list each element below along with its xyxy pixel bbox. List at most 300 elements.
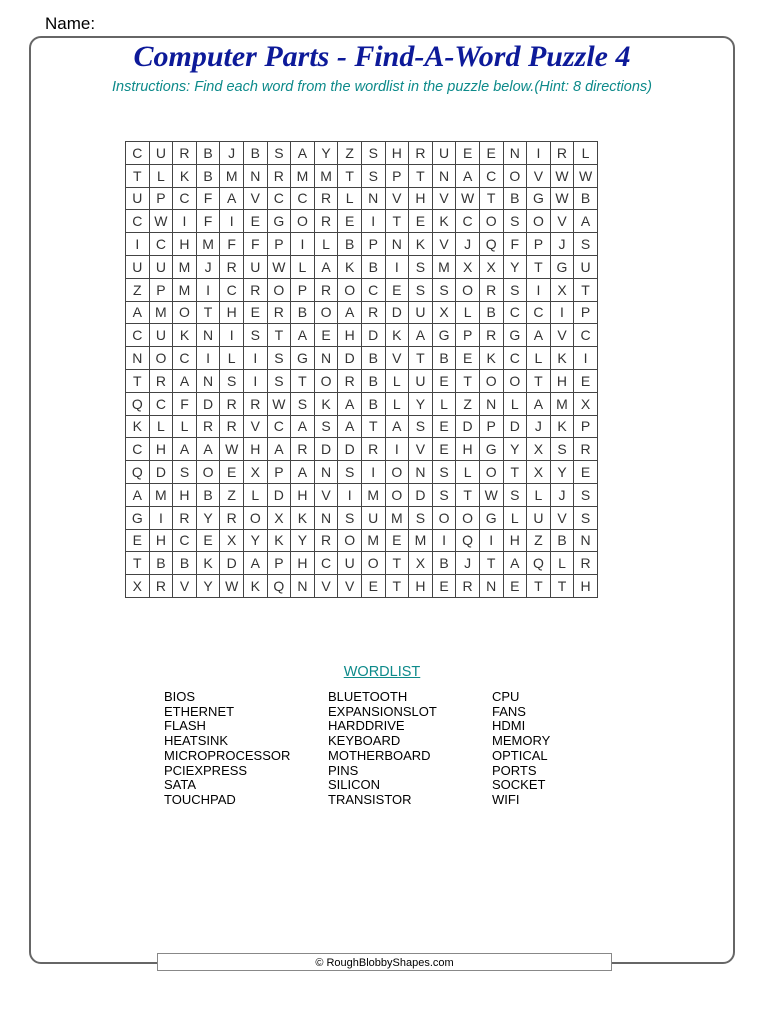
grid-cell[interactable]: I [361,461,385,484]
grid-cell[interactable]: X [574,392,598,415]
grid-cell[interactable]: Q [456,529,480,552]
grid-cell[interactable]: B [479,301,503,324]
grid-cell[interactable]: Z [456,392,480,415]
grid-cell[interactable]: Q [479,233,503,256]
grid-cell[interactable]: C [503,301,527,324]
grid-cell[interactable]: S [574,233,598,256]
grid-cell[interactable]: T [409,164,433,187]
grid-cell[interactable]: I [361,210,385,233]
grid-cell[interactable]: A [291,324,315,347]
grid-cell[interactable]: Y [550,461,574,484]
grid-cell[interactable]: S [173,461,197,484]
grid-cell[interactable]: T [291,369,315,392]
grid-cell[interactable]: E [409,210,433,233]
grid-cell[interactable]: T [527,255,551,278]
grid-cell[interactable]: K [267,529,291,552]
grid-cell[interactable]: R [550,142,574,165]
grid-cell[interactable]: E [338,210,362,233]
grid-cell[interactable]: R [314,210,338,233]
grid-cell[interactable]: I [220,210,244,233]
grid-cell[interactable]: M [220,164,244,187]
grid-cell[interactable]: J [456,552,480,575]
grid-cell[interactable]: V [243,415,267,438]
grid-cell[interactable]: B [503,187,527,210]
grid-cell[interactable]: N [432,164,456,187]
grid-cell[interactable]: N [196,369,220,392]
grid-cell[interactable]: C [314,552,338,575]
grid-cell[interactable]: O [385,461,409,484]
grid-cell[interactable]: O [385,483,409,506]
grid-cell[interactable]: K [291,506,315,529]
grid-cell[interactable]: M [149,483,173,506]
grid-cell[interactable]: E [432,438,456,461]
grid-cell[interactable]: T [503,461,527,484]
grid-cell[interactable]: T [126,164,150,187]
grid-cell[interactable]: O [479,210,503,233]
grid-cell[interactable]: Q [267,575,291,598]
grid-cell[interactable]: B [196,164,220,187]
grid-cell[interactable]: P [149,278,173,301]
grid-cell[interactable]: B [361,347,385,370]
grid-cell[interactable]: H [291,483,315,506]
grid-cell[interactable]: O [243,506,267,529]
grid-cell[interactable]: W [149,210,173,233]
grid-cell[interactable]: S [550,438,574,461]
grid-cell[interactable]: A [409,324,433,347]
grid-cell[interactable]: X [550,278,574,301]
grid-cell[interactable]: O [196,461,220,484]
grid-cell[interactable]: O [267,278,291,301]
grid-cell[interactable]: I [527,278,551,301]
grid-cell[interactable]: J [550,233,574,256]
grid-cell[interactable]: K [173,164,197,187]
grid-cell[interactable]: R [574,552,598,575]
grid-cell[interactable]: P [527,233,551,256]
grid-cell[interactable]: D [409,483,433,506]
grid-cell[interactable]: O [338,278,362,301]
grid-cell[interactable]: G [291,347,315,370]
grid-cell[interactable]: L [527,483,551,506]
grid-cell[interactable]: R [267,164,291,187]
grid-cell[interactable]: O [173,301,197,324]
grid-cell[interactable]: E [432,415,456,438]
grid-cell[interactable]: U [361,506,385,529]
grid-cell[interactable]: S [291,392,315,415]
grid-cell[interactable]: P [267,552,291,575]
grid-cell[interactable]: A [267,438,291,461]
grid-cell[interactable]: W [267,392,291,415]
grid-cell[interactable]: C [456,210,480,233]
grid-cell[interactable]: B [196,142,220,165]
grid-cell[interactable]: V [338,575,362,598]
grid-cell[interactable]: K [338,255,362,278]
grid-cell[interactable]: X [527,438,551,461]
grid-cell[interactable]: R [149,369,173,392]
grid-cell[interactable]: A [385,415,409,438]
grid-cell[interactable]: B [243,142,267,165]
grid-cell[interactable]: S [432,483,456,506]
grid-cell[interactable]: Y [291,529,315,552]
grid-cell[interactable]: D [267,483,291,506]
grid-cell[interactable]: S [409,506,433,529]
grid-cell[interactable]: N [385,233,409,256]
grid-cell[interactable]: S [503,278,527,301]
grid-cell[interactable]: D [456,415,480,438]
grid-cell[interactable]: H [409,187,433,210]
grid-cell[interactable]: L [338,187,362,210]
grid-cell[interactable]: O [432,506,456,529]
grid-cell[interactable]: K [173,324,197,347]
grid-cell[interactable]: H [149,529,173,552]
grid-cell[interactable]: C [291,187,315,210]
grid-cell[interactable]: P [479,415,503,438]
grid-cell[interactable]: O [314,301,338,324]
grid-cell[interactable]: I [220,324,244,347]
grid-cell[interactable]: A [527,324,551,347]
grid-cell[interactable]: E [126,529,150,552]
grid-cell[interactable]: V [385,187,409,210]
grid-cell[interactable]: N [314,506,338,529]
grid-cell[interactable]: H [409,575,433,598]
grid-cell[interactable]: N [291,575,315,598]
grid-cell[interactable]: Y [196,506,220,529]
grid-cell[interactable]: I [550,301,574,324]
grid-cell[interactable]: C [173,187,197,210]
grid-cell[interactable]: L [149,415,173,438]
grid-cell[interactable]: T [196,301,220,324]
grid-cell[interactable]: M [173,255,197,278]
grid-cell[interactable]: E [243,210,267,233]
grid-cell[interactable]: M [149,301,173,324]
grid-cell[interactable]: R [338,369,362,392]
grid-cell[interactable]: T [126,369,150,392]
grid-cell[interactable]: M [291,164,315,187]
grid-cell[interactable]: I [243,347,267,370]
grid-cell[interactable]: C [479,164,503,187]
grid-cell[interactable]: I [126,233,150,256]
grid-cell[interactable]: V [550,324,574,347]
grid-cell[interactable]: G [126,506,150,529]
grid-cell[interactable]: R [574,438,598,461]
grid-cell[interactable]: S [432,461,456,484]
grid-cell[interactable]: A [220,187,244,210]
grid-cell[interactable]: T [550,575,574,598]
grid-cell[interactable]: Y [503,255,527,278]
grid-cell[interactable]: R [267,301,291,324]
grid-cell[interactable]: H [243,438,267,461]
grid-cell[interactable]: L [574,142,598,165]
grid-cell[interactable]: F [196,210,220,233]
grid-cell[interactable]: E [361,575,385,598]
grid-cell[interactable]: O [479,369,503,392]
grid-cell[interactable]: I [385,255,409,278]
grid-cell[interactable]: R [243,392,267,415]
grid-cell[interactable]: W [550,187,574,210]
grid-cell[interactable]: C [173,529,197,552]
grid-cell[interactable]: M [361,529,385,552]
grid-cell[interactable]: C [173,347,197,370]
grid-cell[interactable]: O [456,278,480,301]
grid-cell[interactable]: T [385,575,409,598]
grid-cell[interactable]: B [361,392,385,415]
grid-cell[interactable]: P [361,233,385,256]
grid-cell[interactable]: R [314,187,338,210]
grid-cell[interactable]: A [291,415,315,438]
grid-cell[interactable]: D [361,324,385,347]
grid-cell[interactable]: V [314,483,338,506]
grid-cell[interactable]: N [409,461,433,484]
grid-cell[interactable]: G [479,438,503,461]
grid-cell[interactable]: V [314,575,338,598]
grid-cell[interactable]: K [385,324,409,347]
grid-cell[interactable]: J [220,142,244,165]
grid-cell[interactable]: R [479,324,503,347]
grid-cell[interactable]: J [550,483,574,506]
grid-cell[interactable]: U [432,142,456,165]
grid-cell[interactable]: K [314,392,338,415]
grid-cell[interactable]: E [432,369,456,392]
grid-cell[interactable]: K [126,415,150,438]
grid-cell[interactable]: A [338,415,362,438]
grid-cell[interactable]: M [173,278,197,301]
grid-cell[interactable]: M [409,529,433,552]
grid-cell[interactable]: R [220,506,244,529]
grid-cell[interactable]: C [574,324,598,347]
grid-cell[interactable]: U [574,255,598,278]
grid-cell[interactable]: C [503,347,527,370]
grid-cell[interactable]: S [267,347,291,370]
grid-cell[interactable]: L [503,392,527,415]
grid-cell[interactable]: B [173,552,197,575]
grid-cell[interactable]: A [503,552,527,575]
grid-cell[interactable]: S [361,164,385,187]
grid-cell[interactable]: R [220,415,244,438]
grid-cell[interactable]: M [196,233,220,256]
grid-cell[interactable]: D [314,438,338,461]
grid-cell[interactable]: Q [527,552,551,575]
grid-cell[interactable]: C [220,278,244,301]
grid-cell[interactable]: T [385,552,409,575]
grid-cell[interactable]: R [314,278,338,301]
grid-cell[interactable]: C [267,187,291,210]
grid-cell[interactable]: I [196,278,220,301]
grid-cell[interactable]: H [503,529,527,552]
grid-cell[interactable]: M [385,506,409,529]
grid-cell[interactable]: N [479,392,503,415]
grid-cell[interactable]: E [574,461,598,484]
grid-cell[interactable]: S [503,210,527,233]
grid-cell[interactable]: P [267,461,291,484]
grid-cell[interactable]: E [385,529,409,552]
grid-cell[interactable]: B [432,552,456,575]
grid-cell[interactable]: L [527,347,551,370]
grid-cell[interactable]: L [173,415,197,438]
grid-cell[interactable]: F [196,187,220,210]
grid-cell[interactable]: L [503,506,527,529]
grid-cell[interactable]: E [456,347,480,370]
grid-cell[interactable]: M [432,255,456,278]
grid-cell[interactable]: V [409,438,433,461]
grid-cell[interactable]: H [456,438,480,461]
grid-cell[interactable]: Y [503,438,527,461]
grid-cell[interactable]: I [385,438,409,461]
grid-cell[interactable]: B [196,483,220,506]
grid-cell[interactable]: B [550,529,574,552]
grid-cell[interactable]: R [479,278,503,301]
grid-cell[interactable]: L [456,301,480,324]
grid-cell[interactable]: Z [220,483,244,506]
grid-cell[interactable]: U [243,255,267,278]
grid-cell[interactable]: R [220,392,244,415]
grid-cell[interactable]: O [361,552,385,575]
grid-cell[interactable]: P [574,301,598,324]
grid-cell[interactable]: H [173,233,197,256]
grid-cell[interactable]: S [338,506,362,529]
grid-cell[interactable]: K [196,552,220,575]
grid-cell[interactable]: C [361,278,385,301]
grid-cell[interactable]: U [126,255,150,278]
grid-cell[interactable]: Y [196,575,220,598]
grid-cell[interactable]: K [409,233,433,256]
grid-cell[interactable]: L [432,392,456,415]
grid-cell[interactable]: I [479,529,503,552]
grid-cell[interactable]: J [196,255,220,278]
grid-cell[interactable]: R [456,575,480,598]
grid-cell[interactable]: N [574,529,598,552]
grid-cell[interactable]: V [550,210,574,233]
grid-cell[interactable]: W [220,575,244,598]
grid-cell[interactable]: Y [314,142,338,165]
grid-cell[interactable]: F [220,233,244,256]
grid-cell[interactable]: R [173,506,197,529]
grid-cell[interactable]: W [550,164,574,187]
grid-cell[interactable]: R [361,438,385,461]
grid-cell[interactable]: S [243,324,267,347]
grid-cell[interactable]: X [243,461,267,484]
grid-cell[interactable]: P [267,233,291,256]
grid-cell[interactable]: U [149,255,173,278]
grid-cell[interactable]: K [550,347,574,370]
grid-cell[interactable]: U [409,369,433,392]
grid-cell[interactable]: T [479,187,503,210]
grid-cell[interactable]: E [243,301,267,324]
grid-cell[interactable]: H [173,483,197,506]
grid-cell[interactable]: Q [126,392,150,415]
grid-cell[interactable]: A [456,164,480,187]
grid-cell[interactable]: S [574,483,598,506]
grid-cell[interactable]: A [291,461,315,484]
grid-cell[interactable]: E [503,575,527,598]
grid-cell[interactable]: M [314,164,338,187]
grid-cell[interactable]: U [149,142,173,165]
grid-cell[interactable]: A [243,552,267,575]
grid-cell[interactable]: B [432,347,456,370]
grid-cell[interactable]: P [456,324,480,347]
grid-cell[interactable]: N [479,575,503,598]
grid-cell[interactable]: F [173,392,197,415]
grid-cell[interactable]: A [173,438,197,461]
grid-cell[interactable]: O [503,369,527,392]
grid-cell[interactable]: C [126,324,150,347]
grid-cell[interactable]: L [291,255,315,278]
grid-cell[interactable]: G [527,187,551,210]
grid-cell[interactable]: U [338,552,362,575]
grid-cell[interactable]: O [149,347,173,370]
grid-cell[interactable]: N [314,347,338,370]
grid-cell[interactable]: O [291,210,315,233]
grid-cell[interactable]: D [338,438,362,461]
grid-cell[interactable]: L [314,233,338,256]
grid-cell[interactable]: O [456,506,480,529]
grid-cell[interactable]: I [338,483,362,506]
grid-cell[interactable]: G [267,210,291,233]
grid-cell[interactable]: X [527,461,551,484]
grid-cell[interactable]: B [574,187,598,210]
grid-cell[interactable]: G [550,255,574,278]
grid-cell[interactable]: E [432,575,456,598]
grid-cell[interactable]: D [220,552,244,575]
grid-cell[interactable]: V [243,187,267,210]
grid-cell[interactable]: S [314,415,338,438]
grid-cell[interactable]: A [574,210,598,233]
grid-cell[interactable]: V [550,506,574,529]
grid-cell[interactable]: E [574,369,598,392]
grid-cell[interactable]: S [409,278,433,301]
grid-cell[interactable]: H [550,369,574,392]
grid-cell[interactable]: O [479,461,503,484]
grid-cell[interactable]: C [267,415,291,438]
grid-cell[interactable]: T [361,415,385,438]
grid-cell[interactable]: O [314,369,338,392]
grid-cell[interactable]: S [220,369,244,392]
grid-cell[interactable]: M [361,483,385,506]
grid-cell[interactable]: T [385,210,409,233]
grid-cell[interactable]: I [527,142,551,165]
grid-cell[interactable]: B [291,301,315,324]
grid-cell[interactable]: P [574,415,598,438]
grid-cell[interactable]: S [267,142,291,165]
grid-cell[interactable]: V [173,575,197,598]
grid-cell[interactable]: B [361,255,385,278]
grid-cell[interactable]: R [173,142,197,165]
grid-cell[interactable]: H [338,324,362,347]
grid-cell[interactable]: N [361,187,385,210]
grid-cell[interactable]: X [409,552,433,575]
grid-cell[interactable]: P [291,278,315,301]
grid-cell[interactable]: V [385,347,409,370]
grid-cell[interactable]: S [503,483,527,506]
grid-cell[interactable]: B [338,233,362,256]
grid-cell[interactable]: I [291,233,315,256]
grid-cell[interactable]: C [149,392,173,415]
grid-cell[interactable]: E [220,461,244,484]
grid-cell[interactable]: I [196,347,220,370]
grid-cell[interactable]: R [409,142,433,165]
grid-cell[interactable]: T [527,369,551,392]
grid-cell[interactable]: W [479,483,503,506]
grid-cell[interactable]: K [550,415,574,438]
grid-cell[interactable]: C [126,142,150,165]
grid-cell[interactable]: O [527,210,551,233]
grid-cell[interactable]: K [479,347,503,370]
grid-cell[interactable]: X [479,255,503,278]
grid-cell[interactable]: S [267,369,291,392]
grid-cell[interactable]: A [126,301,150,324]
grid-cell[interactable]: Y [243,529,267,552]
grid-cell[interactable]: P [149,187,173,210]
grid-cell[interactable]: T [267,324,291,347]
grid-cell[interactable]: N [314,461,338,484]
